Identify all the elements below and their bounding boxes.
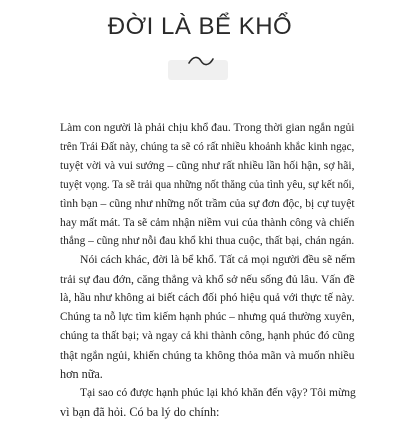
paragraph-line: hơn nữa.	[60, 366, 103, 381]
paragraph-line: tuyệt vời và vui sướng – cũng như rất nhiều lần hối hận, sợ hãi,	[60, 158, 355, 172]
paragraph-line: vì bạn đã hỏi. Có ba lý do chính:	[60, 404, 220, 419]
paragraph-line: Nói cách khác, đời là bể khổ. Tất cả mọi người đều sẽ nếm	[80, 253, 356, 267]
paragraph-line: thật ngắn ngủi, khiến chúng ta không thỏa mãn và muốn nhiều	[60, 347, 355, 362]
paragraph-2	[60, 251, 356, 383]
paragraph-line: hay mất mát. Ta sẽ cảm nhận niềm vui của thành công và chiến	[60, 215, 355, 229]
paragraph-3	[60, 384, 356, 422]
paragraph-line: trải sự đau đớn, căng thẳng và khổ sở nếu sống đủ lâu. Vấn đề	[60, 272, 355, 287]
paragraph-line: Chúng ta nỗ lực tìm kiếm hạnh phúc – nhưng quá thường xuyên,	[60, 311, 355, 324]
paragraph-line: thắng – cũng như nỗi đau khổ khi thua cuộc, thất bại, chán ngán.	[60, 235, 355, 248]
paragraph-line: chúng ta thất bại; và ngay cả khi thành công, hạnh phúc đó cũng	[60, 329, 355, 342]
paragraph-line: Làm con người là phải chịu khổ đau. Trong thời gian ngắn ngủi	[60, 121, 355, 134]
paragraph-line: là, hầu như không ai biết cách đối phó hiệu quả với thực tế này.	[60, 291, 355, 305]
paragraph-line: Tại sao có được hạnh phúc lại khó khăn đến vậy? Tôi mừng	[80, 386, 356, 399]
chapter-body	[60, 119, 356, 422]
paragraph-1	[60, 119, 356, 251]
chapter-title: ĐỜI LÀ BỂ KHỔ	[107, 13, 293, 40]
paragraph-line: tuyệt vọng. Ta sẽ trải qua những nốt thăng của tình yêu, sự kết nối,	[60, 178, 355, 191]
paragraph-line: tình bạn – cũng như những nốt trầm của sự đơn độc, bị cự tuyệt	[60, 196, 355, 210]
paragraph-line: trên Trái Đất này, chúng ta sẽ có rất nhiều khoảnh khắc kinh ngạc,	[60, 140, 355, 153]
tilde-ornament-icon	[186, 52, 216, 70]
